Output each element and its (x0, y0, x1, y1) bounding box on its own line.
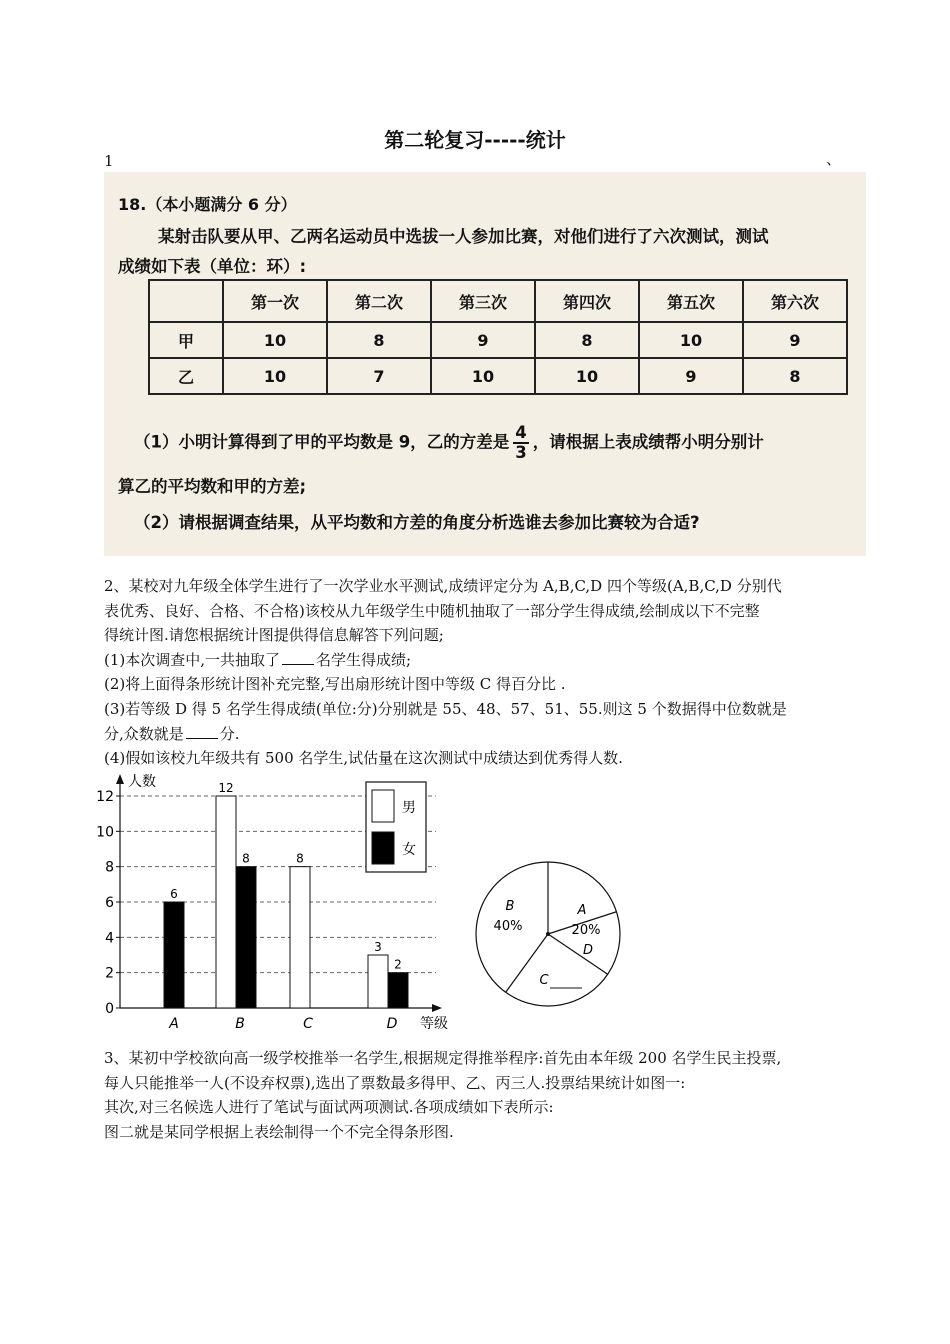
table-header-cell: 第五次 (639, 280, 743, 322)
y-axis-label: 人数 (128, 774, 156, 790)
part1-text-a: （1）小明计算得到了甲的平均数是 9，乙的方差是 (134, 432, 510, 452)
score-table (148, 279, 848, 395)
bar-value-label: 2 (394, 957, 402, 972)
fraction-numerator: 4 (515, 423, 527, 442)
table-cell: 10 (223, 322, 327, 358)
question-header: 18.（本小题满分 6 分） (118, 195, 297, 214)
table-cell: 10 (639, 322, 743, 358)
scanned-question-18 (104, 172, 866, 556)
pie-slice-label: C (539, 973, 549, 988)
pie-center (546, 932, 550, 936)
table-cell: 9 (431, 322, 535, 358)
table-header-cell (149, 280, 223, 322)
answer-blank[interactable] (186, 724, 218, 739)
text-line: 其次,对三名候选人进行了笔试与面试两项测试.各项成绩如下表所示: (104, 1098, 554, 1117)
table-row (149, 358, 847, 394)
text-line (104, 648, 856, 673)
y-tick-label: 8 (105, 859, 114, 876)
table-cell: 9 (743, 322, 847, 358)
fraction-denominator: 3 (515, 443, 527, 462)
y-tick-label: 6 (105, 895, 114, 911)
bar (236, 867, 256, 1008)
question-part-1-line-2: 算乙的平均数和甲的方差; (118, 477, 307, 496)
text-line: (4)假如该校九年级共有 500 名学生,试估量在这次测试中成绩达到优秀得人数. (104, 749, 623, 768)
bar-value-label: 3 (374, 940, 382, 954)
question-part-1 (134, 424, 764, 462)
legend-swatch (372, 832, 394, 864)
text-line: 2、某校对九年级全体学生进行了一次学业水平测试,成绩评定分为 A,B,C,D 四个等级(A,B,C,D 分别代 (104, 577, 782, 595)
table-cell: 7 (327, 358, 431, 394)
corner-mark: 、 (826, 150, 842, 168)
table-cell: 8 (535, 322, 639, 358)
question-intro: 某射击队要从甲、乙两名运动员中选拔一人参加比赛，对他们进行了六次测试，测试 (158, 227, 769, 246)
fraction (513, 424, 528, 462)
legend-label: 女 (402, 842, 416, 858)
part1-text-b: ，请根据上表成绩帮小明分别计 (532, 432, 764, 452)
y-tick-label: 2 (105, 965, 114, 982)
table-header-cell: 第六次 (743, 280, 847, 322)
bar-value-label: 8 (242, 851, 250, 866)
text-line (104, 722, 856, 747)
table-cell: 9 (639, 358, 743, 394)
bar (388, 973, 408, 1008)
x-axis-label: 等级 (420, 1016, 448, 1032)
text-line: 表优秀、良好、合格、不合格)该校从九年级学生中随机抽取了一部分学生得成绩,绘制成以下不完整 (104, 601, 760, 620)
table-cell: 乙 (149, 358, 223, 394)
table-cell: 8 (327, 322, 431, 358)
pie-chart (472, 856, 632, 1016)
text-line: 得统计图.请您根据统计图提供得信息解答下列问题; (104, 626, 444, 645)
bar-value-label: 8 (296, 851, 304, 866)
question-part-2: （2）请根据调查结果，从平均数和方差的角度分析选谁去参加比赛较为合适? (134, 513, 700, 532)
bar-value-label: 12 (218, 781, 234, 795)
page-title: 第二轮复习-----统计 (384, 128, 566, 152)
x-tick-label: B (235, 1016, 245, 1032)
pie-slice-label: D (582, 943, 594, 958)
pie-slice-label: A (577, 903, 587, 918)
y-tick-label: 10 (96, 824, 114, 841)
answer-blank[interactable] (282, 650, 314, 665)
table-header-cell: 第四次 (535, 280, 639, 322)
question-intro-2: 成绩如下表（单位：环）: (118, 257, 307, 276)
text-fragment: 分. (219, 724, 240, 743)
x-tick-label: A (169, 1016, 179, 1032)
y-tick-label: 12 (96, 789, 114, 805)
table-cell: 10 (223, 358, 327, 394)
table-header-cell: 第二次 (327, 280, 431, 322)
x-tick-label: D (386, 1016, 398, 1032)
bar-chart (96, 772, 462, 1034)
question-3-text (104, 1046, 856, 1144)
table-header-row (149, 280, 847, 322)
bar (216, 796, 236, 1008)
legend-label: 男 (402, 800, 416, 816)
bar (290, 867, 310, 1008)
y-axis-arrow (116, 774, 124, 784)
y-tick-label: 4 (105, 930, 114, 947)
y-tick-label: 0 (105, 1001, 114, 1017)
x-tick-label: C (303, 1016, 313, 1032)
bar (368, 955, 388, 1008)
text-line: 每人只能推举一人(不设弃权票),选出了票数最多得甲、乙、丙三人.投票结果统计如图一: (104, 1073, 686, 1092)
table-cell: 甲 (149, 322, 223, 358)
text-line: 3、某初中学校欲向高一级学校推举一名学生,根据规定得推举程序:首先由本年级 200 名学生民主投票, (104, 1049, 782, 1067)
pie-slice-percent: 40% (493, 919, 523, 934)
text-line: (3)若等级 D 得 5 名学生得成绩(单位:分)分别就是 55、48、57、51、55.则这 5 个数据得中位数就是 (104, 699, 787, 718)
table-header-cell: 第三次 (431, 280, 535, 322)
bar (164, 902, 184, 1008)
table-header-cell: 第一次 (223, 280, 327, 322)
legend-swatch (372, 790, 394, 822)
text-fragment: (1)本次调查中,一共抽取了 (104, 650, 281, 669)
table-cell: 10 (535, 358, 639, 394)
text-fragment: 名学生得成绩; (316, 650, 412, 669)
pie-slice-percent: 20% (571, 923, 601, 938)
question-2-text (104, 574, 856, 771)
x-axis-arrow (432, 1004, 442, 1012)
bar-value-label: 6 (170, 887, 178, 901)
text-line: 图二就是某同学根据上表绘制得一个不完全得条形图. (104, 1122, 454, 1141)
pie-slice-label: B (505, 899, 515, 914)
table-cell: 10 (431, 358, 535, 394)
table-cell: 8 (743, 358, 847, 394)
table-row (149, 322, 847, 358)
page-number: 1 (104, 152, 114, 170)
text-fragment: 分,众数就是 (104, 724, 184, 743)
text-line: (2)将上面得条形统计图补充完整,写出扇形统计图中等级 C 得百分比 . (104, 675, 566, 694)
